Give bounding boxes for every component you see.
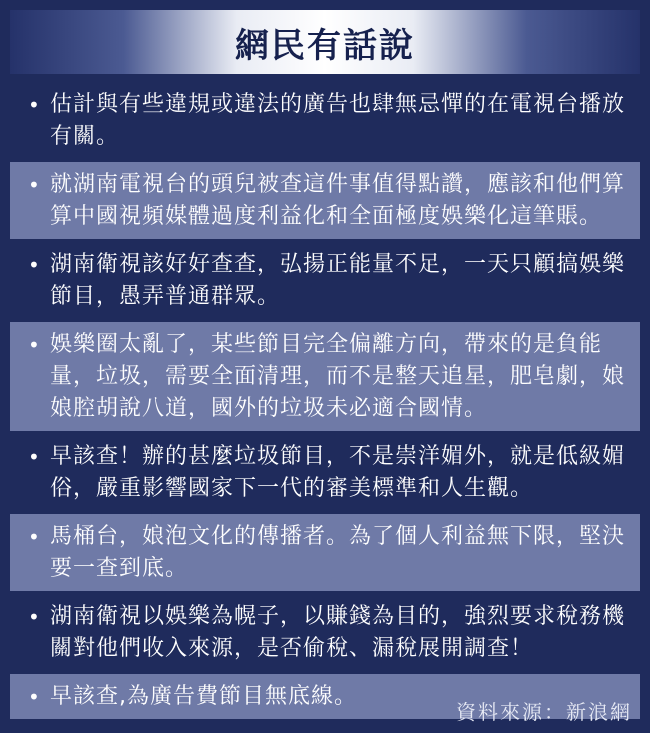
comment-item (10, 162, 640, 239)
comment-item (10, 594, 640, 671)
bullet-icon: • (28, 605, 40, 629)
bullet-icon: • (28, 253, 40, 277)
comment-text: 估計與有些違規或違法的廣告也肆無忌憚的在電視台播放有關。 (50, 92, 626, 149)
comment-item (10, 514, 640, 591)
bullet-icon: • (28, 333, 40, 357)
comment-text: 馬桶台，娘泡文化的傳播者。為了個人利益無下限，堅決要一查到底。 (50, 524, 626, 581)
comment-text: 早該查,為廣告費節目無底線。 (50, 684, 357, 709)
bullet-icon: • (28, 173, 40, 197)
comment-text: 湖南衛視以娛樂為幌子，以賺錢為目的，強烈要求稅務機關對他們收入來源，是否偷稅、漏稅展開調查！ (50, 604, 626, 661)
bullet-icon: • (28, 525, 40, 549)
comment-text: 就湖南電視台的頭兒被查這件事值得點讚，應該和他們算算中國視頻媒體過度利益化和全面極度娛樂化這筆賬。 (50, 172, 626, 229)
source-credit: 資料來源：新浪網 (456, 700, 632, 724)
comment-item (10, 242, 640, 319)
header-banner (10, 10, 640, 74)
bullet-icon: • (28, 93, 40, 117)
comment-text: 湖南衛視該好好查查，弘揚正能量不足，一天只顧搞娛樂節目，愚弄普通群眾。 (50, 252, 626, 309)
comment-item (10, 434, 640, 511)
bullet-icon: • (28, 685, 40, 709)
comment-text: 娛樂圈太亂了，某些節目完全偏離方向，帶來的是負能量，垃圾，需要全面清理，而不是整天追星，肥皂劇，娘娘腔胡說八道，國外的垃圾未必適合國情。 (50, 332, 626, 421)
comment-item (10, 82, 640, 159)
panel-title: 網民有話說 (235, 25, 415, 66)
comment-list (10, 82, 640, 722)
comment-text: 早該查！辦的甚麼垃圾節目，不是崇洋媚外，就是低級媚俗，嚴重影響國家下一代的審美標準和人生觀。 (50, 444, 626, 501)
comment-item (10, 322, 640, 431)
bullet-icon: • (28, 445, 40, 469)
